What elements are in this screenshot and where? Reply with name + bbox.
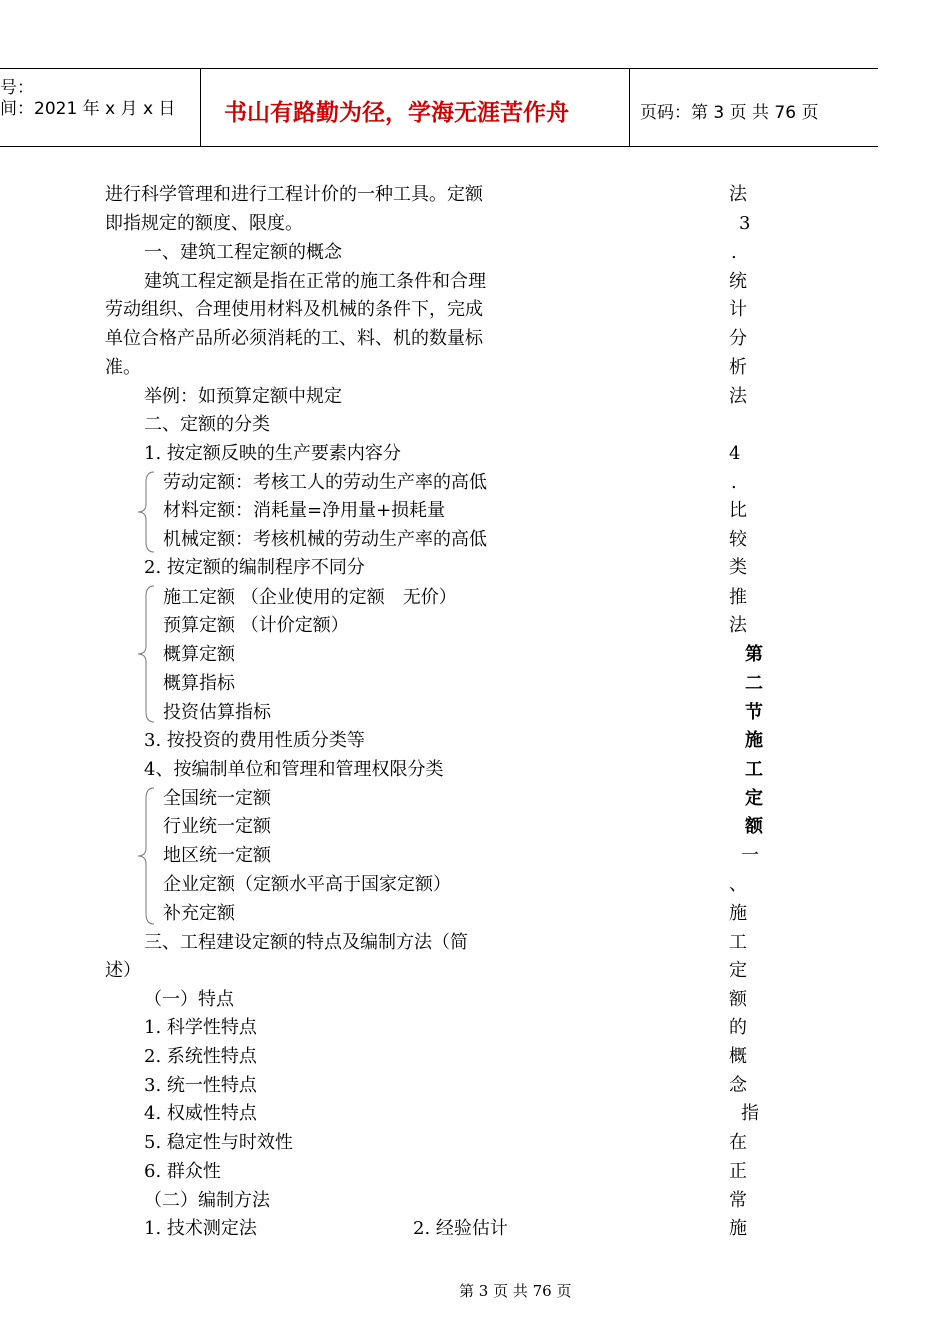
body-line: 即指规定的额度、限度。 <box>105 213 303 234</box>
right-column-char: 定 <box>745 788 763 809</box>
right-column-char: 施 <box>729 903 747 924</box>
section-heading: 三、工程建设定额的特点及编制方法（简 <box>144 932 468 953</box>
body-line: 2. 按定额的编制程序不同分 <box>144 557 365 578</box>
brace-icon <box>134 470 160 554</box>
list-item: 企业定额（定额水平高于国家定额） <box>163 874 451 895</box>
right-column-char: 法 <box>729 615 747 636</box>
body-line: 举例：如预算定额中规定 <box>144 386 342 407</box>
section-heading: 二、定额的分类 <box>144 414 270 435</box>
right-column-char: 施 <box>745 730 763 751</box>
motto-text: 书山有路勤为径，学海无涯苦作舟 <box>224 100 569 126</box>
right-column-char: 推 <box>729 587 747 608</box>
right-column-char: 二 <box>745 673 763 694</box>
list-item: 投资估算指标 <box>163 702 271 723</box>
right-column-char: 计 <box>729 299 747 320</box>
header-bottom-rule <box>0 146 878 147</box>
body-line: 单位合格产品所必须消耗的工、料、机的数量标 <box>105 328 483 349</box>
right-column-char: 法 <box>729 184 747 205</box>
list-item: 3. 统一性特点 <box>144 1075 257 1096</box>
body-line: 3. 按投资的费用性质分类等 <box>144 730 365 751</box>
body-line: 准。 <box>105 357 141 378</box>
right-column-char: 工 <box>729 932 747 953</box>
page-code: 页码：第 3 页 共 76 页 <box>640 103 819 123</box>
right-column-char: 常 <box>729 1190 747 1211</box>
right-column-char: 的 <box>729 1017 747 1038</box>
right-column-char: 念 <box>729 1075 747 1096</box>
right-column-char: 分 <box>729 328 747 349</box>
header-divider-left <box>200 68 201 146</box>
list-item: 补充定额 <box>163 903 235 924</box>
right-column-char: 、 <box>729 874 747 895</box>
list-item: 概算定额 <box>163 644 235 665</box>
right-column-char: 析 <box>729 357 747 378</box>
list-item: 4. 权威性特点 <box>144 1103 257 1124</box>
right-column-char: 法 <box>729 386 747 407</box>
right-column-char: 节 <box>745 702 763 723</box>
list-item: 预算定额 （计价定额） <box>163 615 349 636</box>
header-divider-right <box>629 68 630 146</box>
body-line: 1. 按定额反映的生产要素内容分 <box>144 443 401 464</box>
list-item: 5. 稳定性与时效性 <box>144 1132 293 1153</box>
page-footer: 第 3 页 共 76 页 <box>459 1282 572 1300</box>
body-line: 建筑工程定额是指在正常的施工条件和合理 <box>144 271 486 292</box>
body-line: 劳动组织、合理使用材料及机械的条件下，完成 <box>105 299 483 320</box>
doc-number-label: 号： <box>0 78 34 98</box>
list-item: 地区统一定额 <box>163 845 271 866</box>
header-top-rule <box>0 68 878 69</box>
right-column-char: 工 <box>745 759 763 780</box>
list-item: 机械定额：考核机械的劳动生产率的高低 <box>163 529 487 550</box>
right-column-char: 类 <box>729 557 747 578</box>
right-column-char: 额 <box>745 816 763 837</box>
right-column-char: 额 <box>729 989 747 1010</box>
subsection-heading: （一）特点 <box>144 989 234 1010</box>
section-heading: 一、建筑工程定额的概念 <box>144 242 342 263</box>
right-column-char: 比 <box>729 500 747 521</box>
right-column-char: 概 <box>729 1046 747 1067</box>
body-line: 4、按编制单位和管理和管理权限分类 <box>144 759 444 780</box>
right-column-char: . <box>731 472 737 493</box>
list-item: 1. 技术测定法 <box>144 1218 257 1239</box>
right-column-char: 正 <box>729 1161 747 1182</box>
body-line: 述） <box>105 960 141 981</box>
brace-icon <box>134 584 160 724</box>
right-column-char: 4 <box>729 443 741 464</box>
list-item: 概算指标 <box>163 673 235 694</box>
list-item: 1. 科学性特点 <box>144 1017 257 1038</box>
subsection-heading: （二）编制方法 <box>144 1190 270 1211</box>
right-column-char: . <box>731 242 737 263</box>
list-item: 2. 经验估计 <box>413 1218 508 1239</box>
brace-icon <box>134 786 160 926</box>
right-column-char: 施 <box>729 1218 747 1239</box>
list-item: 行业统一定额 <box>163 816 271 837</box>
list-item: 施工定额 （企业使用的定额 无价） <box>163 587 457 608</box>
right-column-char: 较 <box>729 529 747 550</box>
right-column-char: 定 <box>729 960 747 981</box>
right-column-char: 在 <box>729 1132 747 1153</box>
list-item: 全国统一定额 <box>163 788 271 809</box>
right-column-char: 第 <box>745 644 763 665</box>
right-column-char: 指 <box>741 1103 759 1124</box>
date-label: 间：2021 年 x 月 x 日 <box>0 99 176 119</box>
list-item: 劳动定额：考核工人的劳动生产率的高低 <box>163 472 487 493</box>
body-line: 进行科学管理和进行工程计价的一种工具。定额 <box>105 184 483 205</box>
list-item: 材料定额：消耗量=净用量+损耗量 <box>163 500 446 521</box>
right-column-char: 统 <box>729 271 747 292</box>
right-column-char: 一 <box>741 845 759 866</box>
list-item: 2. 系统性特点 <box>144 1046 257 1067</box>
list-item: 6. 群众性 <box>144 1161 221 1182</box>
right-column-char: 3 <box>739 213 751 234</box>
